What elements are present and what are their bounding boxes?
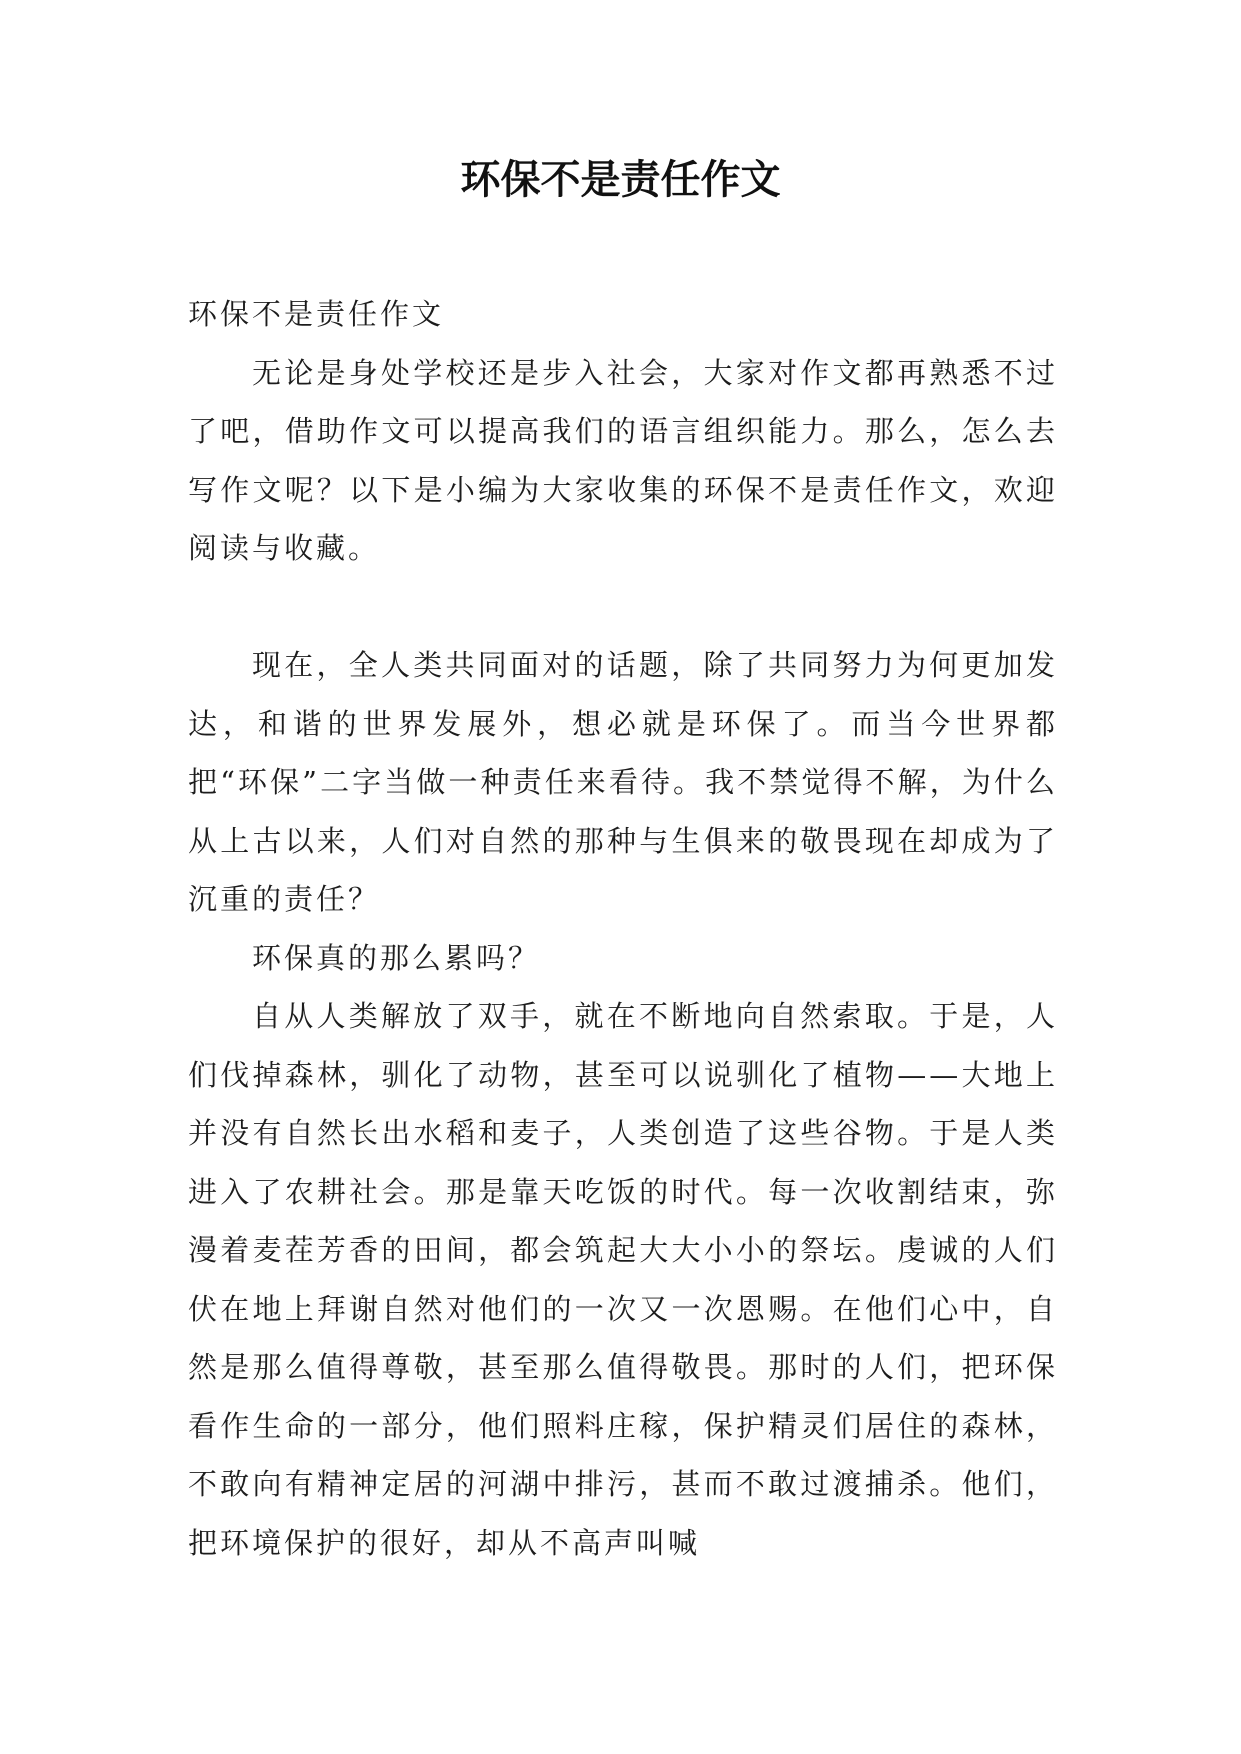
document-title: 环保不是责任作文: [460, 156, 781, 203]
document-body: [188, 285, 1058, 1572]
body-paragraph: 现在，全人类共同面对的话题，除了共同努力为何更加发达，和谐的世界发展外，想必就是环保了。而当今世界都把“环保”二字当做一种责任来看待。我不禁觉得不解，为什么从上古以来，人们对自然的那种与生俱来的敬畏现在却成为了沉重的责任？: [188, 648, 1058, 916]
body-subtitle: 环保不是责任作文: [188, 297, 445, 331]
question-paragraph: 环保真的那么累吗？: [252, 940, 541, 975]
body-paragraph: 自从人类解放了双手，就在不断地向自然索取。于是，人们伐掉森林，驯化了动物，甚至可以说驯化了植物——大地上并没有自然长出水稻和麦子，人类创造了这些谷物。于是人类进入了农耕社会。那是靠天吃饭的时代。每一次收割结束，弥漫着麦茬芳香的田间，都会筑起大大小小的祭坛。虔诚的人们伏在地上拜谢自然对他们的一次又一次恩赐。在他们心中，自然是那么值得尊敬，甚至那么值得敬畏。那时的人们，把环保看作生命的一部分，他们照料庄稼，保护精灵们居住的森林，不敢向有精神定居的河湖中排污，甚而不敢过渡捕杀。他们，把环境保护的很好，却从不高声叫喊: [188, 999, 1058, 1560]
intro-paragraph: 无论是身处学校还是步入社会，大家对作文都再熟悉不过了吧，借助作文可以提高我们的语言组织能力。那么，怎么去写作文呢？以下是小编为大家收集的环保不是责任作文，欢迎阅读与收藏。: [188, 355, 1058, 565]
